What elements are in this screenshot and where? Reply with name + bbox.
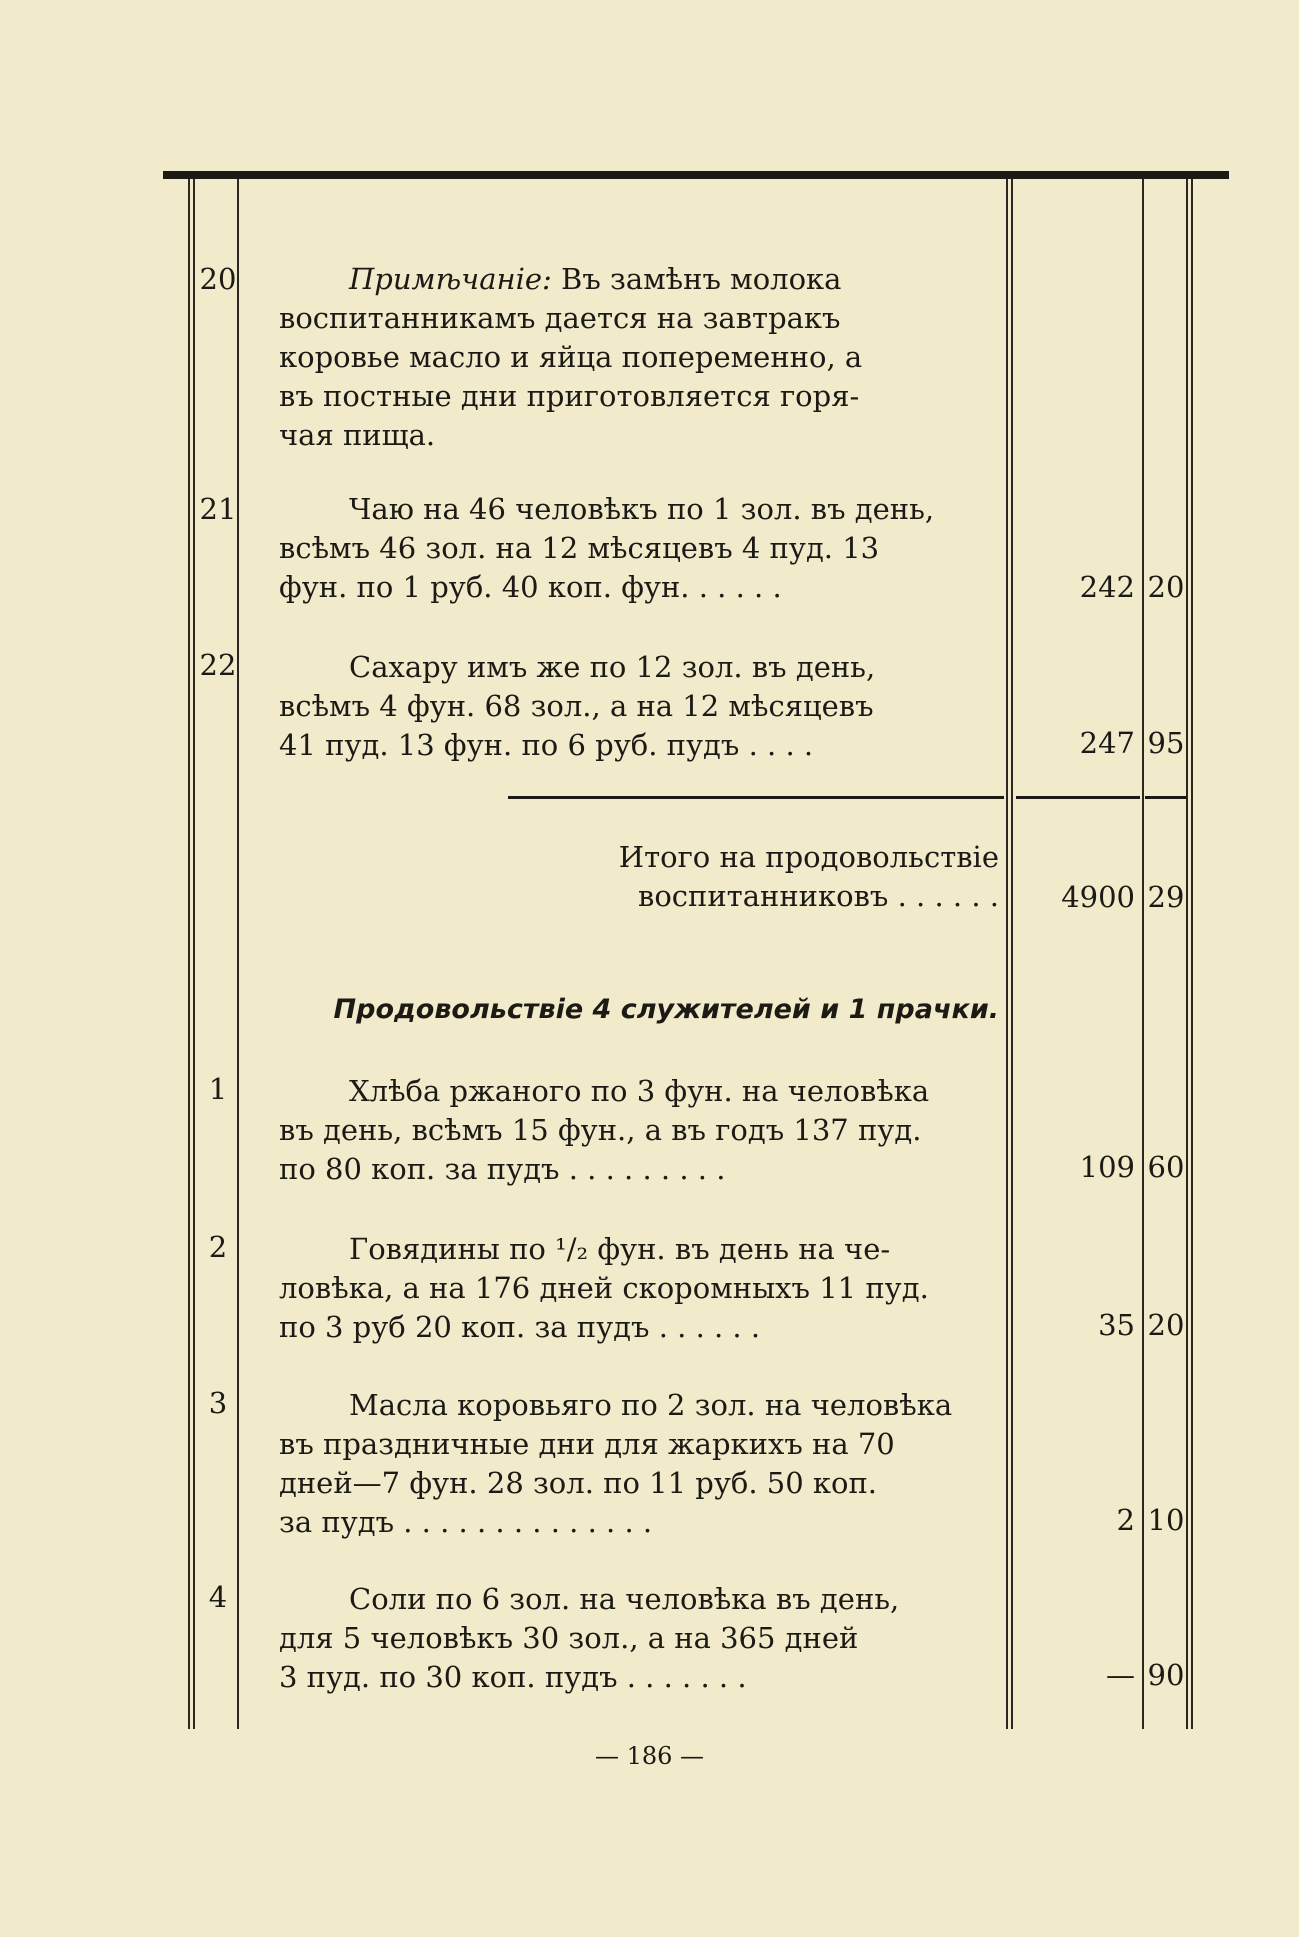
note-label: Примѣчаніе: <box>349 262 552 296</box>
note-text: Примѣчаніе: Въ замѣнъ молока воспитанникамъ даетcя на завтракъ коровье масло и яйца попеременно, а въ постные дни приготовляется горя- чая пища. <box>279 262 863 452</box>
page-number: — 186 — <box>594 1742 705 1770</box>
col-line-text-1 <box>1006 179 1008 1729</box>
col-line-kop-2 <box>1191 179 1193 1729</box>
item-text: Масла коровьяго по 2 зол. на человѣка въ праздничные дни для жаркихъ на 70 дней—7 фун. 28 зол. по 11 руб. 50 коп. за пудъ . . . . . . . . . . . . . . <box>279 1388 953 1539</box>
item-text: Говядины по ¹/₂ фун. въ день на че- ловѣка, а на 176 дней скоромныхъ 11 пуд. по 3 руб 20 коп. за пудъ . . . . . . <box>279 1232 929 1344</box>
item-text: Хлѣба ржаного по 3 фун. на человѣка въ день, всѣмъ 15 фун., а въ годъ 137 пуд. по 80 коп. за пудъ . . . . . . . . . <box>279 1074 930 1186</box>
row-number: 22 <box>199 648 237 682</box>
item-text: Чаю на 46 человѣкъ по 1 зол. въ день, всѣмъ 46 зол. на 12 мѣсяцевъ 4 пуд. 13 фун. по 1 руб. 40 коп. фун. . . . . . <box>279 492 935 604</box>
subtotal-rule-kop <box>1145 796 1187 799</box>
top-rule <box>163 171 1229 179</box>
subtotal-rule-rub <box>1016 796 1140 799</box>
kopecks-value: 20 <box>1147 570 1185 604</box>
item-text: Сахару имъ же по 12 зол. въ день, всѣмъ 4 фун. 68 зол., а на 12 мѣсяцевъ 41 пуд. 13 фун. по 6 руб. пудъ . . . . <box>279 650 876 762</box>
kopecks-value: 95 <box>1147 726 1185 760</box>
rubles-value: 247 <box>1079 726 1135 760</box>
col-line-text-2 <box>1011 179 1013 1729</box>
row-number: 1 <box>208 1072 228 1106</box>
kopecks-value: 20 <box>1147 1308 1185 1342</box>
row-number: 2 <box>208 1230 228 1264</box>
rubles-value: — <box>1106 1658 1135 1692</box>
rubles-value: 109 <box>1079 1150 1135 1184</box>
total-kopecks: 29 <box>1147 880 1185 914</box>
rubles-value: 35 <box>1098 1308 1135 1342</box>
col-line-number <box>237 179 239 1729</box>
col-line-kop-1 <box>1186 179 1188 1729</box>
col-line-left-1 <box>188 179 190 1729</box>
kopecks-value: 90 <box>1147 1658 1185 1692</box>
row-number: 21 <box>199 492 237 526</box>
row-number: 4 <box>208 1580 228 1614</box>
rubles-value: 2 <box>1116 1503 1135 1537</box>
section-heading: Продовольствіе 4 служителей и 1 прачки. <box>333 994 999 1025</box>
total-text: Итого на продовольствіе воспитанниковъ . . . . . . <box>618 840 999 913</box>
rubles-value: 242 <box>1079 570 1135 604</box>
kopecks-value: 10 <box>1147 1503 1185 1537</box>
row-number: 3 <box>208 1386 228 1420</box>
subtotal-rule-text <box>508 796 1004 799</box>
item-text: Соли по 6 зол. на человѣка въ день, для 5 человѣкъ 30 зол., а на 365 дней 3 пуд. по 30 коп. пудъ . . . . . . . <box>279 1582 900 1694</box>
total-rubles: 4900 <box>1061 880 1135 914</box>
col-line-rub <box>1142 179 1144 1729</box>
col-line-left-2 <box>193 179 195 1729</box>
row-number: 20 <box>199 262 237 296</box>
kopecks-value: 60 <box>1147 1150 1185 1184</box>
